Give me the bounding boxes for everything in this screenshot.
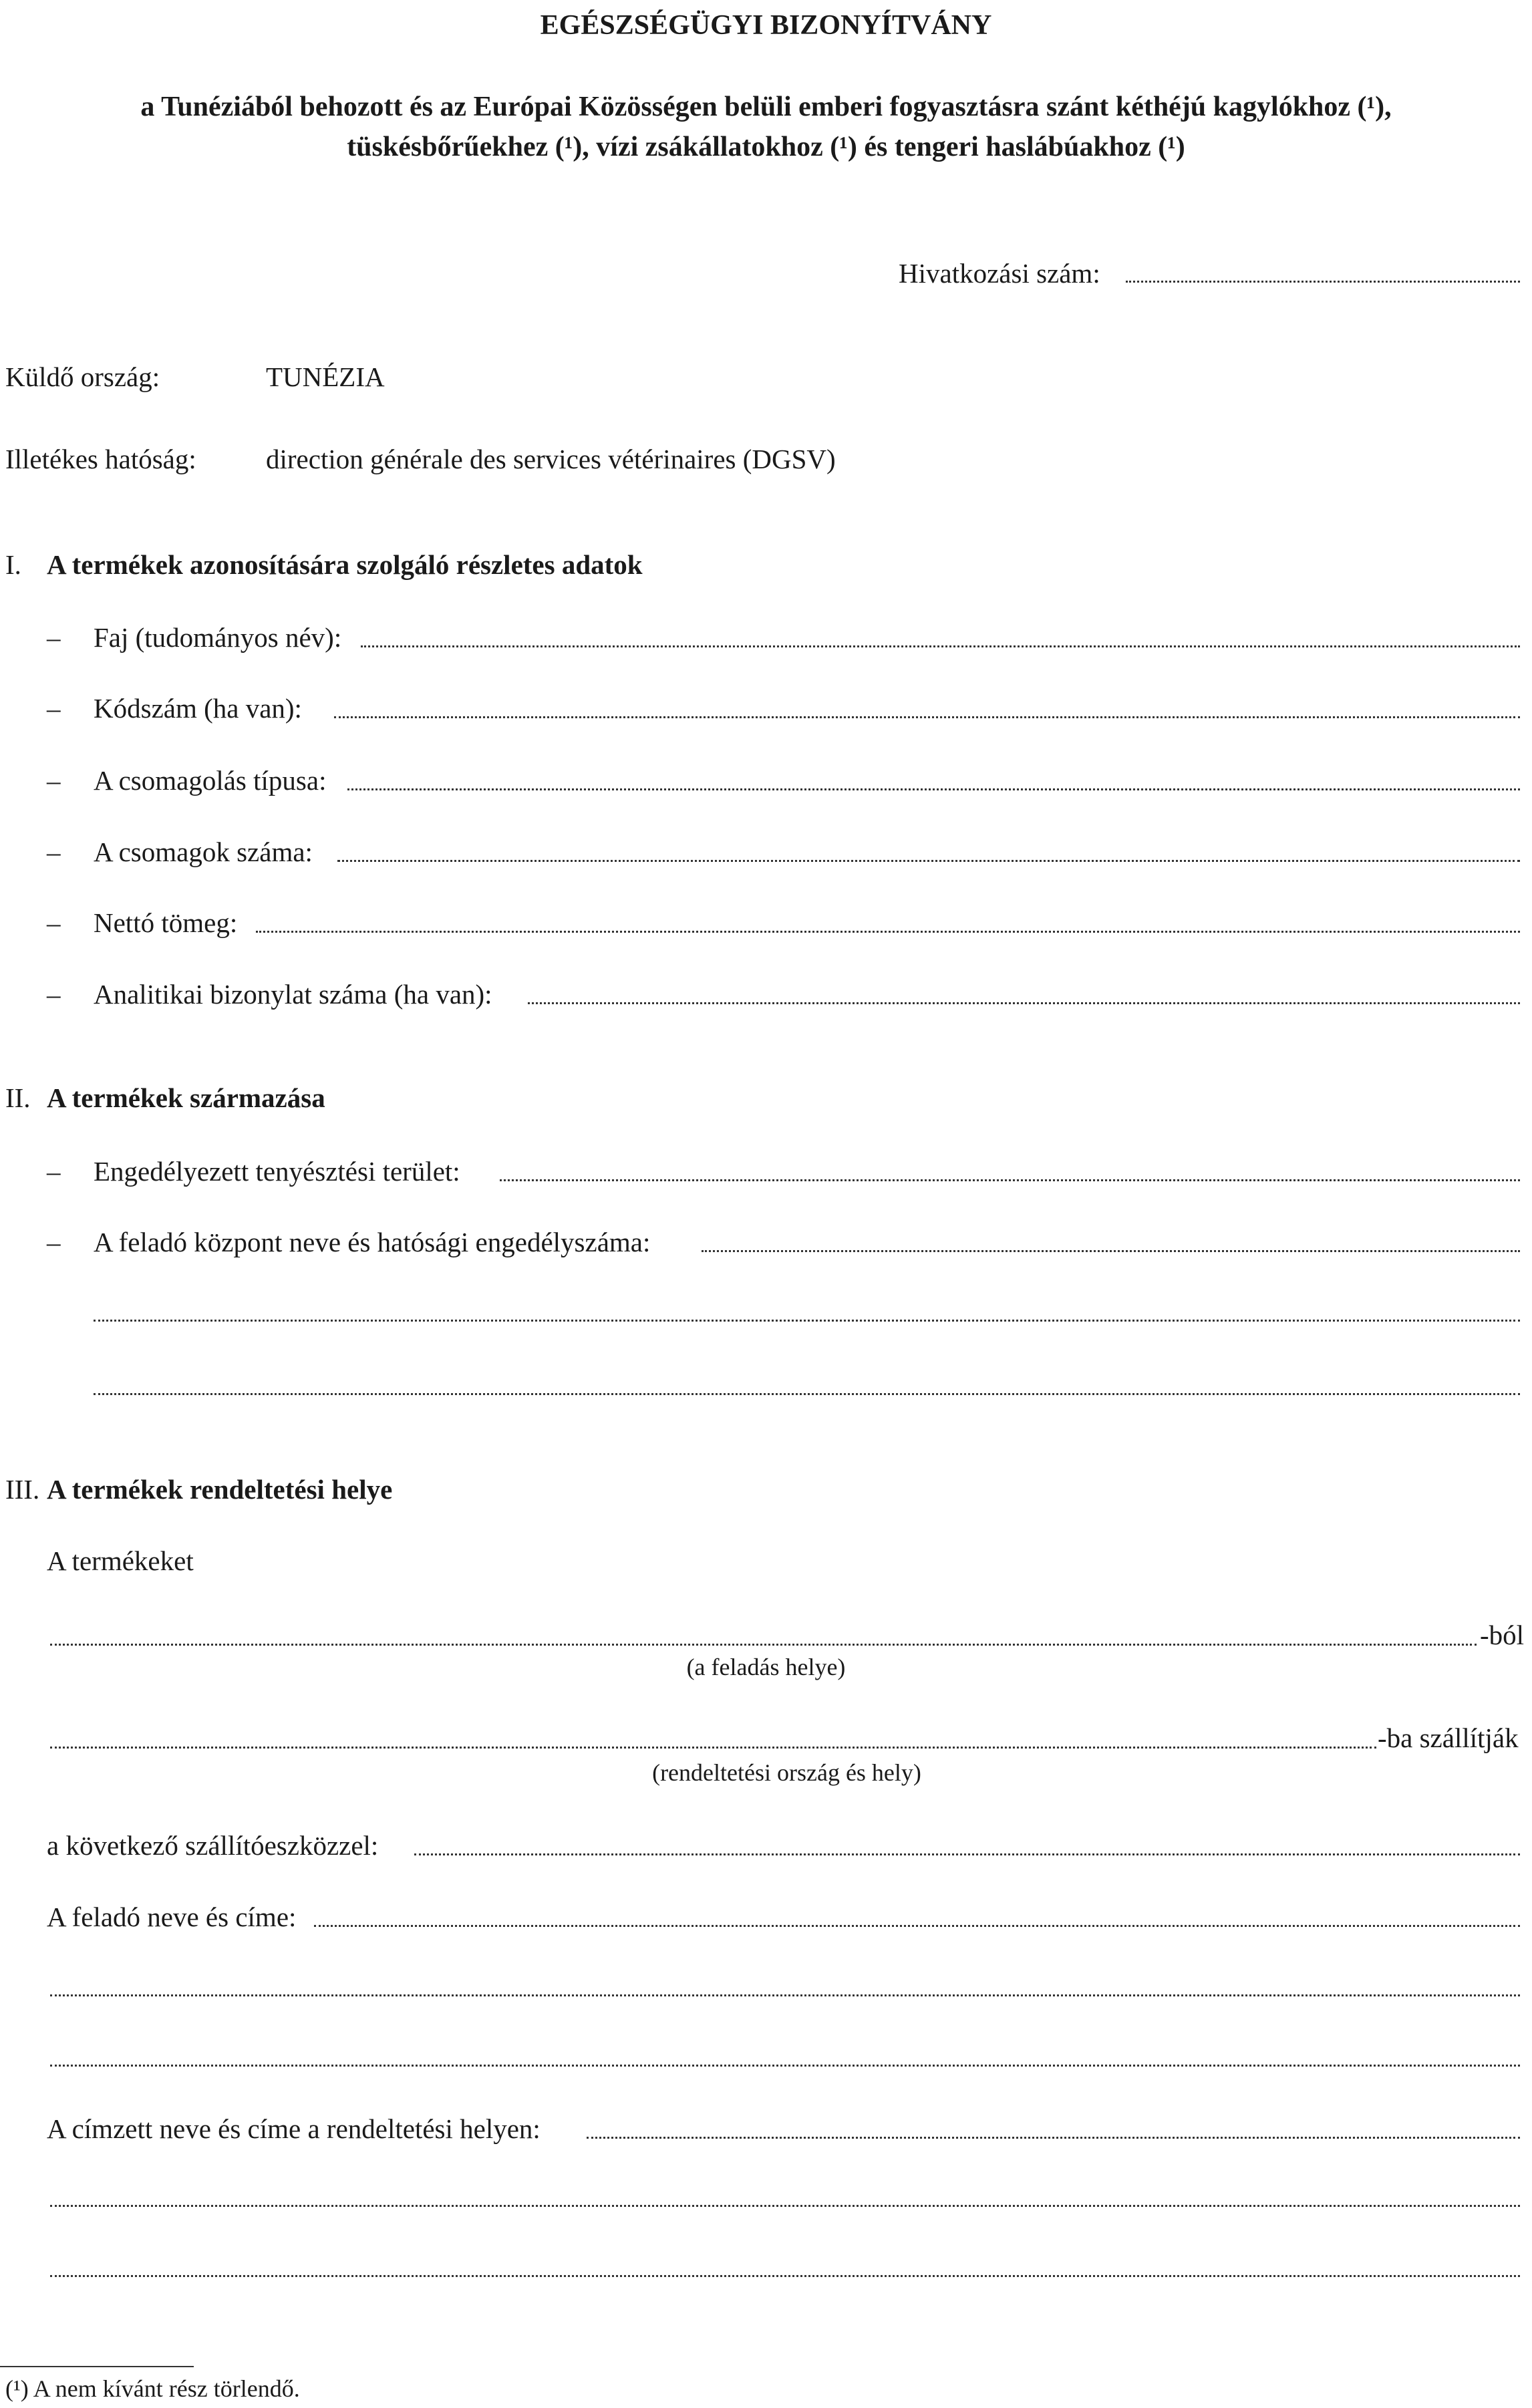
code-field[interactable] (334, 716, 1520, 718)
destination-caption: (rendeltetési ország és hely) (652, 1759, 921, 1786)
item-code: – Kódszám (ha van): (47, 693, 302, 724)
section-2-numeral: II. (5, 1082, 31, 1113)
consignor-field[interactable] (314, 1925, 1520, 1927)
products-intro: A termékeket (47, 1545, 194, 1576)
consignee-field-line-2[interactable] (50, 2205, 1520, 2207)
production-area-field[interactable] (500, 1179, 1520, 1181)
consignee-field-line-3[interactable] (50, 2275, 1520, 2277)
section-1-heading: A termékek azonosítására szolgáló részletes adatok (47, 549, 643, 580)
dispatch-centre-field-line-2[interactable] (94, 1320, 1520, 1322)
species-field[interactable] (361, 645, 1520, 647)
item-production-area: – Engedélyezett tenyésztési terület: (47, 1156, 460, 1187)
item-net-weight: – Nettó tömeg: (47, 907, 238, 938)
item-packaging-type: – A csomagolás típusa: (47, 765, 327, 796)
net-weight-field[interactable] (256, 931, 1520, 933)
package-count-field[interactable] (337, 860, 1520, 862)
subtitle-line-2: tüskésbőrűekhez (¹), vízi zsákállatokhoz (¹) és tengeri haslábúakhoz (¹) (347, 132, 1185, 162)
footnote-separator (0, 2366, 194, 2367)
item-analysis-report: – Analitikai bizonylat száma (ha van): (47, 979, 492, 1010)
dispatch-place-field[interactable] (50, 1644, 1477, 1646)
section-3-numeral: III. (5, 1474, 40, 1505)
competent-authority-label: Illetékes hatóság: (5, 444, 196, 474)
consignee-label: A címzett neve és címe a rendeltetési helyen: (47, 2113, 541, 2144)
destination-field[interactable] (50, 1747, 1376, 1749)
competent-authority-value: direction générale des services vétérinaires (DGSV) (266, 444, 836, 474)
certificate-title: EGÉSZSÉGÜGYI BIZONYÍTVÁNY (540, 10, 992, 41)
footnote (5, 2375, 300, 2403)
consignor-field-line-2[interactable] (50, 1994, 1520, 1996)
transport-field[interactable] (414, 1853, 1520, 1855)
footnote-marker: (¹) (5, 2375, 29, 2402)
to-suffix: -ba szállítják (1378, 1722, 1519, 1753)
from-suffix: -ból (1480, 1620, 1525, 1650)
reference-number-label: Hivatkozási szám: (899, 258, 1100, 289)
section-2-heading: A termékek származása (47, 1082, 325, 1113)
item-species: – Faj (tudományos név): (47, 622, 342, 653)
item-package-count: – A csomagok száma: (47, 837, 313, 867)
dispatch-centre-field[interactable] (702, 1250, 1520, 1252)
certificate-subtitle (0, 87, 1532, 167)
dispatch-place-caption: (a feladás helye) (686, 1654, 846, 1680)
footnote-text: A nem kívánt rész törlendő. (33, 2375, 300, 2402)
section-1-numeral: I. (5, 549, 21, 580)
packaging-type-field[interactable] (347, 788, 1520, 790)
analysis-report-field[interactable] (528, 1002, 1520, 1004)
consignor-field-line-3[interactable] (50, 2065, 1520, 2067)
item-dispatch-centre: – A feladó központ neve és hatósági engedélyszáma: (47, 1227, 651, 1257)
sender-country-value: TUNÉZIA (266, 361, 385, 392)
transport-label: a következő szállítóeszközzel: (47, 1830, 379, 1861)
consignor-label: A feladó neve és címe: (47, 1902, 297, 1932)
subtitle-line-1: a Tunéziából behozott és az Európai Közösségen belüli emberi fogyasztásra szánt kéthéjú kagylókhoz (¹), (140, 92, 1392, 122)
reference-number-field[interactable] (1126, 281, 1520, 283)
dispatch-centre-field-line-3[interactable] (94, 1393, 1520, 1395)
section-3-heading: A termékek rendeltetési helye (47, 1474, 393, 1505)
consignee-field[interactable] (587, 2137, 1520, 2139)
sender-country-label: Küldő ország: (5, 361, 160, 392)
